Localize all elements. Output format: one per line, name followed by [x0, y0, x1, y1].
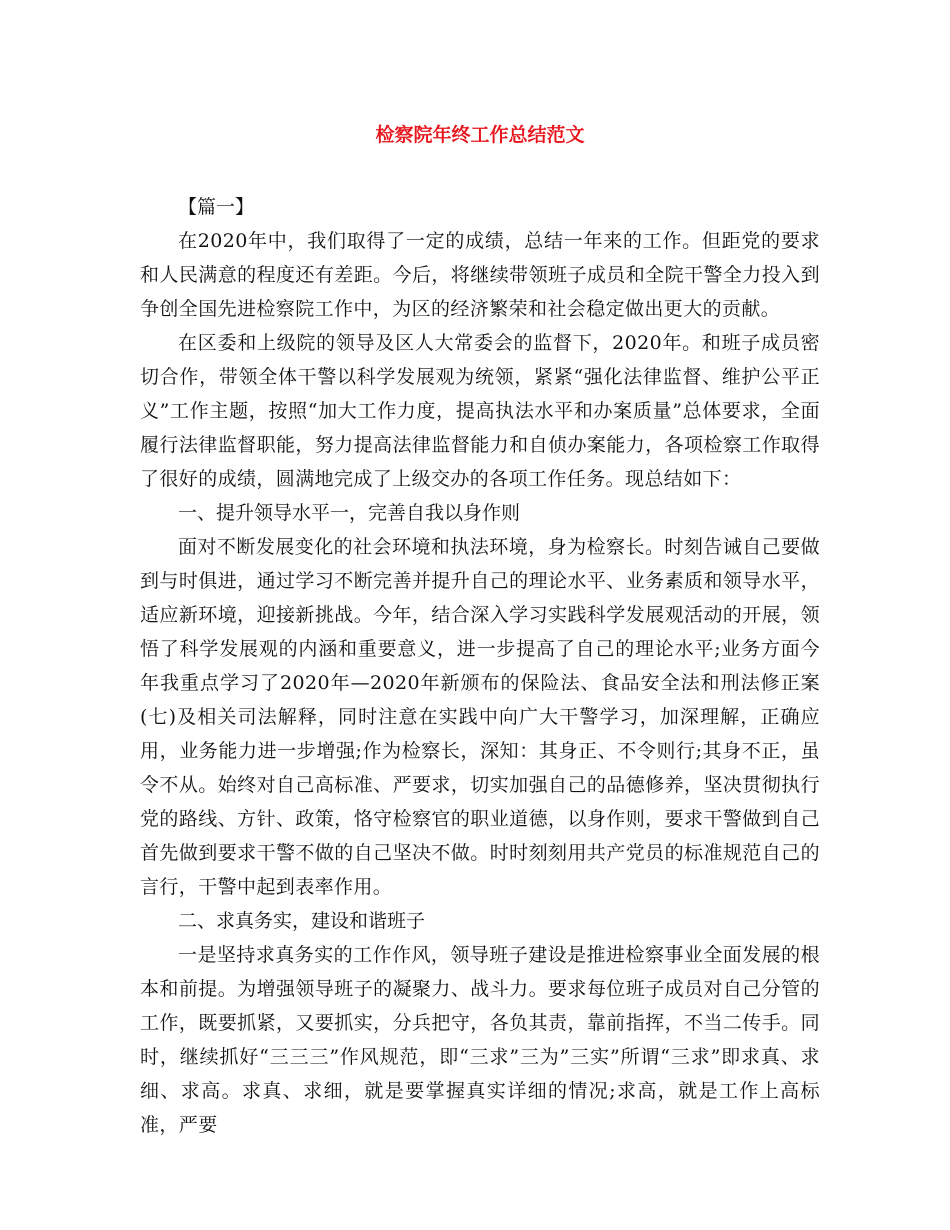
- section-heading-2: 二、求真务实，建设和谐班子: [178, 910, 426, 932]
- paragraph-3: 面对不断发展变化的社会环境和执法环境，身为检察长。时刻告诫自己要做到与时俱进，通过学习不断完善并提升自己的理论水平、业务素质和领导水平，适应新环境，迎接新挑战。今年，结合深入学习实践科学发展观活动的开展，领悟了科学发展观的内涵和重要意义，进一步提高了自己的理论水平;业务方面今年我重点学习了2020年—2020年新颁布的保险法、食品安全法和刑法修正案(七)及相关司法解释，同时注意在实践中向广大干警学习，加深理解，正确应用，业务能力进一步增强;作为检察长，深知：其身正、不令则行;其身不正，虽令不从。始终对自己高标准、严要求，切实加强自己的品德修养，坚决贯彻执行党的路线、方针、政策，恪守检察官的职业道德，以身作则，要求干警做到自己首先做到要求干警不做的自己坚决不做。时时刻刻用共产党员的标准规范自己的言行，干警中起到表率作用。: [140, 536, 820, 898]
- paragraph-2: 在区委和上级院的领导及区人大常委会的监督下，2020年。和班子成员密切合作，带领全体干警以科学发展观为统领，紧紧“强化法律监督、维护公平正义”工作主题，按照“加大工作力度，提高执法水平和办案质量”总体要求，全面履行法律监督职能，努力提高法律监督能力和自侦办案能力，各项检察工作取得了很好的成绩，圆满地完成了上级交办的各项工作任务。现总结如下：: [140, 332, 820, 490]
- section-marker: 【篇一】: [178, 196, 255, 218]
- paragraph-4: 一是坚持求真务实的工作作风，领导班子建设是推进检察事业全面发展的根本和前提。为增强领导班子的凝聚力、战斗力。要求每位班子成员对自己分管的工作，既要抓紧，又要抓实，分兵把守，各负其责，靠前指挥，不当二传手。同时，继续抓好“三三三”作风规范，即“三求”三为”三实”所谓“三求”即求真、求细、求高。求真、求细，就是要掌握真实详细的情况;求高，就是工作上高标准，严要: [140, 944, 820, 1136]
- document-title: 检察院年终工作总结范文: [375, 124, 585, 146]
- paragraph-1: 在2020年中，我们取得了一定的成绩，总结一年来的工作。但距党的要求和人民满意的程度还有差距。今后，将继续带领班子成员和全院干警全力投入到争创全国先进检察院工作中，为区的经济繁荣和社会稳定做出更大的贡献。: [140, 230, 820, 320]
- section-heading-1: 一、提升领导水平一，完善自我以身作则: [178, 502, 521, 524]
